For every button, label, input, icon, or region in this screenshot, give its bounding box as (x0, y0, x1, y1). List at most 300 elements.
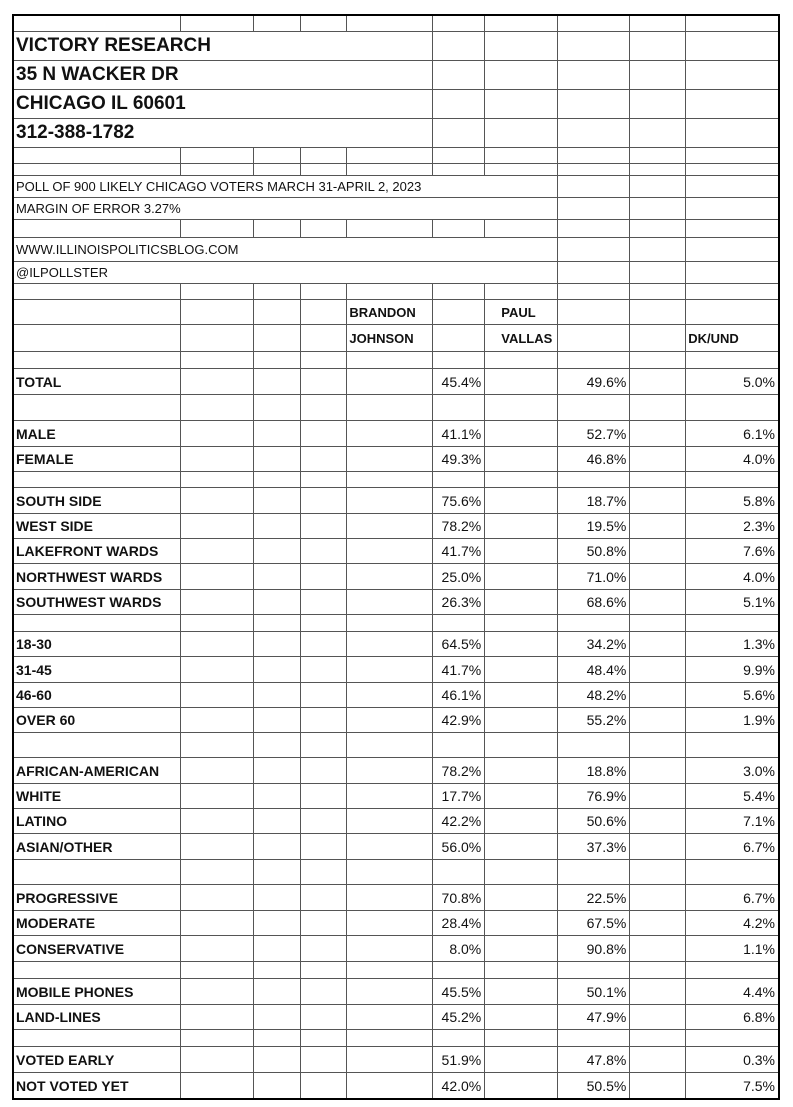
cell (558, 220, 630, 237)
cell (301, 615, 347, 631)
cell (686, 176, 778, 197)
cell (14, 352, 181, 368)
johnson-value: 28.4% (441, 915, 482, 931)
cell (181, 421, 255, 446)
cell (485, 962, 558, 978)
poll-description-row (14, 176, 778, 198)
cell (347, 300, 433, 324)
cell (181, 657, 255, 682)
cell (630, 325, 686, 351)
cell (254, 758, 301, 783)
vallas-value: 50.8% (586, 543, 627, 559)
table-row (14, 979, 778, 1005)
cell (254, 657, 301, 682)
cell (485, 564, 558, 589)
cell (181, 590, 255, 614)
cell (301, 962, 347, 978)
cell (686, 657, 778, 682)
cell (485, 284, 558, 299)
cell (485, 809, 558, 833)
cell (558, 447, 630, 471)
cell (558, 936, 630, 961)
cell (485, 657, 558, 682)
cell (558, 90, 630, 118)
cell (433, 657, 485, 682)
cell (558, 1030, 630, 1046)
table-row (14, 421, 778, 447)
cell (254, 615, 301, 631)
vallas-value: 50.1% (586, 983, 627, 1000)
cell (347, 539, 433, 563)
cell (558, 809, 630, 833)
cell (433, 395, 485, 420)
cell (630, 198, 686, 219)
johnson-value: 42.2% (441, 813, 482, 829)
johnson-value: 41.7% (441, 661, 482, 678)
column-header-row (14, 300, 778, 325)
cell (301, 758, 347, 783)
cell (686, 632, 778, 656)
row-label: VOTED EARLY (16, 1051, 115, 1068)
cell (181, 834, 255, 859)
cell (558, 539, 630, 563)
blank-row (14, 148, 778, 164)
cell (686, 352, 778, 368)
cell (181, 1030, 255, 1046)
table-row (14, 911, 778, 936)
cell (630, 911, 686, 935)
cell (347, 911, 433, 935)
cell (433, 936, 485, 961)
cell (558, 352, 630, 368)
row-label: PROGRESSIVE (16, 889, 118, 906)
cell (433, 369, 485, 394)
cell (485, 164, 558, 175)
cell (254, 860, 301, 884)
cell (686, 421, 778, 446)
cell (686, 1005, 778, 1029)
cell (301, 564, 347, 589)
vallas-value: 34.2% (586, 636, 627, 652)
cell (485, 395, 558, 420)
cell (558, 708, 630, 732)
blank-row (14, 164, 778, 176)
cell (686, 220, 778, 237)
cell (485, 447, 558, 471)
cell (433, 962, 485, 978)
cell (485, 683, 558, 707)
cell (14, 758, 181, 783)
cell (181, 472, 255, 487)
cell (686, 564, 778, 589)
cell (347, 936, 433, 961)
row-label: MALE (16, 425, 56, 442)
cell (630, 936, 686, 961)
blank-row (14, 962, 778, 979)
cell (630, 61, 686, 89)
cell (433, 148, 485, 163)
johnson-value: 46.1% (441, 687, 482, 703)
cell (254, 514, 301, 538)
cell (630, 119, 686, 147)
cell (347, 1030, 433, 1046)
cell (181, 220, 255, 237)
cell (181, 325, 255, 351)
cell (630, 834, 686, 859)
cell (14, 1030, 181, 1046)
cell (630, 860, 686, 884)
row-label: WHITE (16, 788, 62, 804)
cell (181, 300, 255, 324)
johnson-value: 41.1% (441, 425, 482, 442)
cell (433, 421, 485, 446)
cell (558, 16, 630, 31)
cell (347, 758, 433, 783)
cell (630, 90, 686, 118)
cell (301, 514, 347, 538)
cell (301, 590, 347, 614)
cell (14, 809, 181, 833)
cell (14, 1005, 181, 1029)
table-row (14, 632, 778, 657)
cell (630, 1030, 686, 1046)
table-row (14, 758, 778, 784)
cell (485, 590, 558, 614)
cell (347, 708, 433, 732)
cell (14, 447, 181, 471)
cell (630, 284, 686, 299)
cell (14, 683, 181, 707)
cell (254, 148, 301, 163)
cell (558, 61, 630, 89)
cell (630, 395, 686, 420)
cell (14, 32, 211, 60)
cell (686, 834, 778, 859)
cell (630, 539, 686, 563)
cell (630, 352, 686, 368)
undecided-value: 1.3% (743, 636, 775, 652)
vallas-value: 71.0% (586, 568, 627, 585)
cell (485, 1073, 558, 1098)
table-row (14, 564, 778, 590)
row-label: AFRICAN-AMERICAN (16, 762, 160, 779)
cell (254, 164, 301, 175)
cell (485, 758, 558, 783)
row-label: SOUTH SIDE (16, 492, 102, 509)
cell (630, 657, 686, 682)
cell (181, 758, 255, 783)
cell (347, 16, 433, 31)
undecided-value: 5.4% (743, 788, 775, 804)
cell (630, 369, 686, 394)
cell (686, 16, 778, 31)
undecided-value: 6.7% (743, 889, 775, 906)
cell (686, 472, 778, 487)
cell (181, 514, 255, 538)
johnson-value: 42.9% (441, 712, 482, 728)
cell (301, 220, 347, 237)
undecided-value: 1.9% (743, 712, 775, 728)
cell (433, 834, 485, 859)
cell (630, 784, 686, 808)
cell (558, 885, 630, 910)
cell (558, 733, 630, 757)
blank-row (14, 615, 778, 632)
row-label: LAND-LINES (16, 1009, 101, 1025)
cell (347, 447, 433, 471)
cell (558, 472, 630, 487)
cell (558, 979, 630, 1004)
row-label: NORTHWEST WARDS (16, 568, 163, 585)
johnson-value: 70.8% (441, 889, 482, 906)
cell (254, 16, 301, 31)
cell (254, 369, 301, 394)
table-row (14, 1073, 778, 1098)
vallas-value: 67.5% (586, 915, 627, 931)
table-row (14, 514, 778, 539)
cell (14, 300, 181, 324)
cell (301, 1073, 347, 1098)
cell (433, 860, 485, 884)
cell (630, 220, 686, 237)
phone-number: 312-388-1782 (16, 122, 135, 143)
cell (630, 564, 686, 589)
cell (630, 615, 686, 631)
cell (347, 148, 433, 163)
blank-row (14, 16, 778, 32)
vallas-value: 48.2% (586, 687, 627, 703)
undecided-value: 7.1% (743, 813, 775, 829)
cell (14, 284, 181, 299)
cell (686, 90, 778, 118)
cell (558, 421, 630, 446)
cell (14, 979, 181, 1004)
cell (14, 164, 181, 175)
vallas-value: 47.8% (586, 1051, 627, 1068)
cell (254, 300, 301, 324)
cell (485, 911, 558, 935)
cell (254, 352, 301, 368)
cell (254, 539, 301, 563)
cell (181, 979, 255, 1004)
cell (686, 784, 778, 808)
city-state-zip: CHICAGO IL 60601 (16, 93, 186, 114)
cell (558, 32, 630, 60)
cell (686, 1073, 778, 1098)
cell (14, 911, 181, 935)
cell (433, 488, 485, 513)
cell (14, 733, 181, 757)
cell (301, 1047, 347, 1072)
cell (14, 472, 181, 487)
cell (433, 119, 485, 147)
cell (181, 369, 255, 394)
cell (686, 300, 778, 324)
city-state-zip-row (14, 90, 778, 119)
cell (14, 784, 181, 808)
cell (347, 564, 433, 589)
cell (558, 860, 630, 884)
cell (433, 1073, 485, 1098)
table-row (14, 539, 778, 564)
cell (630, 1005, 686, 1029)
cell (558, 1073, 630, 1098)
cell (630, 472, 686, 487)
table-row (14, 447, 778, 472)
cell (558, 284, 630, 299)
undecided-value: 5.6% (743, 687, 775, 703)
undecided-value: 3.0% (743, 762, 775, 779)
cell (485, 979, 558, 1004)
cell (433, 632, 485, 656)
table-row (14, 369, 778, 395)
cell (14, 262, 181, 283)
cell (433, 708, 485, 732)
row-label: MODERATE (16, 915, 96, 931)
cell (558, 488, 630, 513)
cell (301, 472, 347, 487)
cell (686, 148, 778, 163)
undecided-value: 1.1% (743, 940, 775, 957)
cell (347, 860, 433, 884)
johnson-value: 45.2% (441, 1009, 482, 1025)
cell (485, 32, 558, 60)
cell (301, 300, 347, 324)
johnson-header-last: JOHNSON (349, 330, 414, 346)
cell (485, 369, 558, 394)
cell (181, 164, 255, 175)
cell (181, 809, 255, 833)
cell (558, 1047, 630, 1072)
vallas-value: 18.7% (586, 492, 627, 509)
cell (347, 885, 433, 910)
cell (558, 657, 630, 682)
cell (485, 16, 558, 31)
cell (485, 119, 558, 147)
cell (14, 590, 181, 614)
undecided-header: DK/UND (688, 330, 739, 346)
cell (14, 564, 181, 589)
cell (433, 220, 485, 237)
margin-of-error-row (14, 198, 778, 220)
cell (485, 936, 558, 961)
cell (14, 198, 181, 219)
cell (558, 632, 630, 656)
cell (485, 488, 558, 513)
vallas-value: 50.6% (586, 813, 627, 829)
undecided-value: 9.9% (743, 661, 775, 678)
cell (558, 615, 630, 631)
cell (686, 1047, 778, 1072)
cell (433, 61, 485, 89)
cell (485, 1005, 558, 1029)
cell (686, 979, 778, 1004)
table-row (14, 936, 778, 962)
johnson-value: 56.0% (441, 838, 482, 855)
cell (254, 809, 301, 833)
cell (254, 1030, 301, 1046)
cell (301, 16, 347, 31)
cell (301, 733, 347, 757)
cell (630, 708, 686, 732)
cell (181, 352, 255, 368)
cell (433, 16, 485, 31)
cell (181, 962, 255, 978)
org-name: VICTORY RESEARCH (16, 35, 211, 56)
cell (181, 1073, 255, 1098)
cell (433, 784, 485, 808)
table-row (14, 1047, 778, 1073)
cell (181, 936, 255, 961)
cell (181, 911, 255, 935)
cell (181, 885, 255, 910)
cell (14, 615, 181, 631)
cell (630, 176, 686, 197)
cell (630, 590, 686, 614)
cell (254, 708, 301, 732)
cell (485, 220, 558, 237)
cell (686, 911, 778, 935)
cell (14, 238, 239, 261)
cell (14, 1073, 181, 1098)
cell (347, 352, 433, 368)
cell (433, 32, 485, 60)
cell (686, 32, 778, 60)
cell (630, 1073, 686, 1098)
cell (254, 421, 301, 446)
cell (181, 708, 255, 732)
cell (254, 1005, 301, 1029)
cell (433, 911, 485, 935)
cell (301, 369, 347, 394)
cell (347, 472, 433, 487)
cell (14, 325, 181, 351)
table-row (14, 885, 778, 911)
vallas-value: 68.6% (586, 594, 627, 610)
cell (181, 488, 255, 513)
cell (485, 885, 558, 910)
cell (686, 615, 778, 631)
cell (485, 784, 558, 808)
cell (14, 657, 181, 682)
cell (485, 615, 558, 631)
cell (485, 539, 558, 563)
cell (558, 834, 630, 859)
vallas-value: 76.9% (586, 788, 627, 804)
cell (347, 514, 433, 538)
cell (558, 758, 630, 783)
vallas-value: 18.8% (586, 762, 627, 779)
cell (433, 352, 485, 368)
cell (14, 90, 186, 118)
cell (347, 834, 433, 859)
cell (485, 300, 558, 324)
cell (181, 284, 255, 299)
cell (254, 683, 301, 707)
poll-spreadsheet (12, 14, 780, 1100)
cell (686, 708, 778, 732)
cell (14, 936, 181, 961)
cell (301, 164, 347, 175)
cell (254, 784, 301, 808)
cell (686, 860, 778, 884)
cell (433, 164, 485, 175)
street-address-row (14, 61, 778, 90)
johnson-value: 26.3% (441, 594, 482, 610)
social-handle: @ILPOLLSTER (16, 265, 108, 280)
johnson-header-first: BRANDON (349, 304, 416, 320)
johnson-value: 78.2% (441, 762, 482, 779)
